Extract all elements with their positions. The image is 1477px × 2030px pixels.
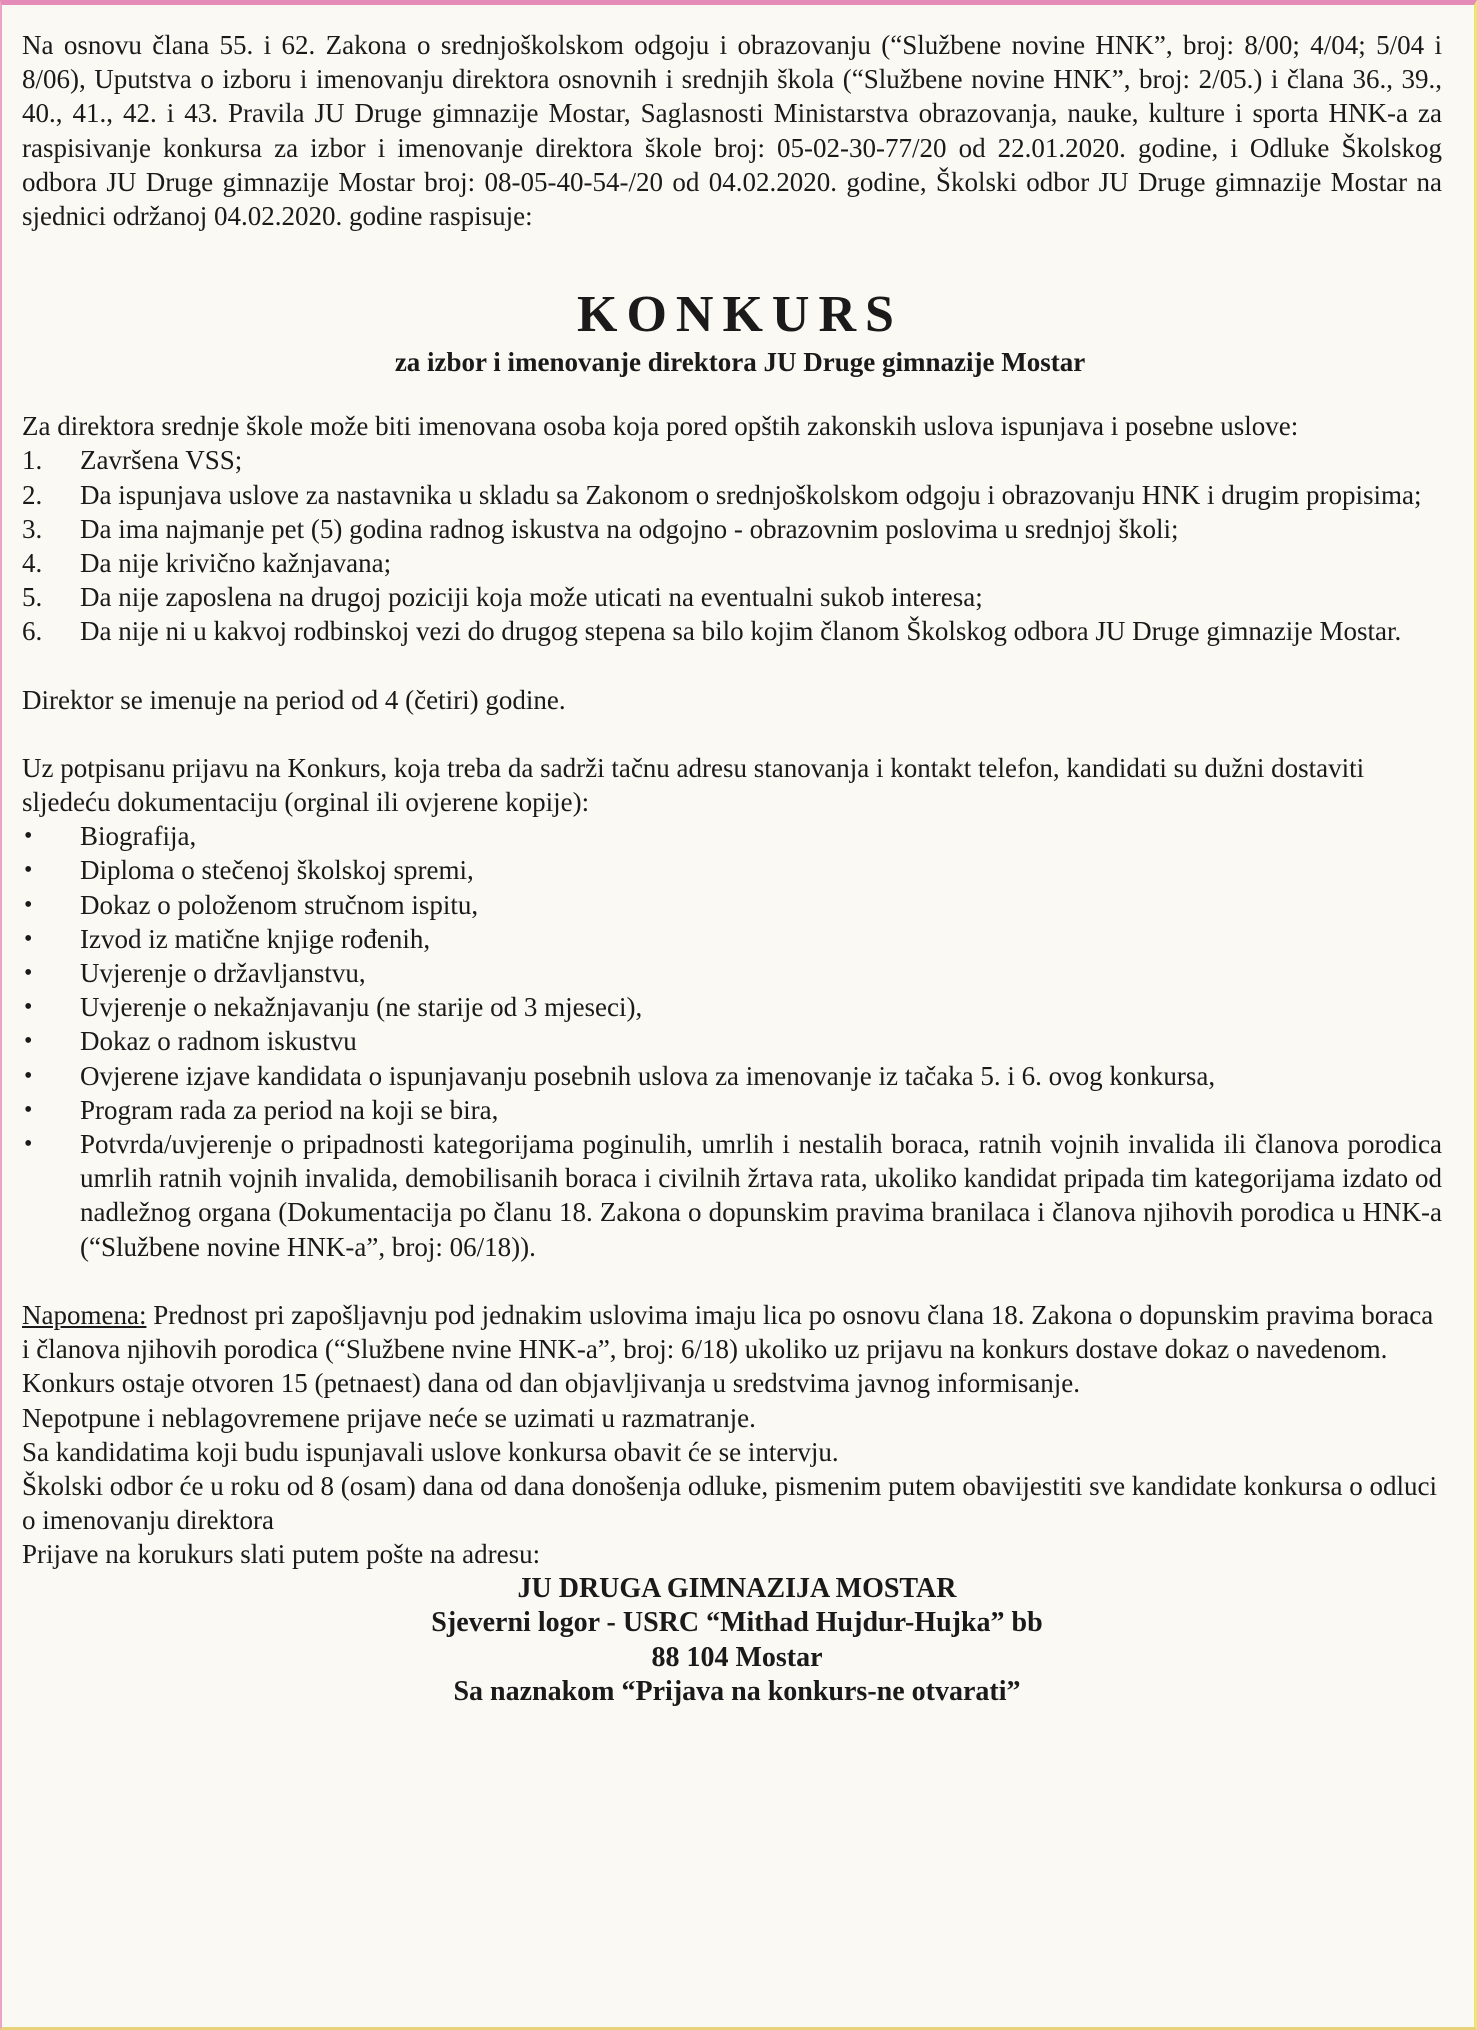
document-text: Program rada za period na koji se bira, bbox=[80, 1094, 499, 1125]
requirement-number: 6. bbox=[22, 616, 43, 647]
document-text: Dokaz o položenom stručnom ispitu, bbox=[80, 889, 479, 920]
requirement-text: Da nije zaposlena na drugoj poziciji koja može uticati na eventualni sukob interesa; bbox=[80, 582, 983, 613]
bullet-icon: • bbox=[24, 1131, 33, 1158]
requirement-text: Da nije ni u kakvoj rodbinskoj vezi do drugog stepena sa bilo kojim članom Školskog odbora JU Druge gimnazije Mostar. bbox=[80, 616, 1402, 647]
document-text: Uvjerenje o nekažnjavanju (ne starije od 3 mjeseci), bbox=[80, 992, 643, 1023]
document-subtitle: za izbor i imenovanje direktora JU Druge gimnazije Mostar bbox=[394, 347, 1086, 378]
requirement-number: 5. bbox=[22, 582, 43, 613]
bullet-icon: • bbox=[24, 1096, 33, 1123]
bullet-icon: • bbox=[24, 1028, 33, 1055]
document-text: Dokaz o radnom iskustvu bbox=[80, 1026, 357, 1057]
requirement-text: Da ispunjava uslove za nastavnika u skladu sa Zakonom o srednjoškolskom odgoju i obrazovanju HNK i drugim propisima; bbox=[80, 479, 1422, 510]
document-page bbox=[22, 28, 1442, 1710]
info-line: Sa kandidatima koji budu ispunjavali uslove konkursa obavit će se intervju. bbox=[22, 1436, 839, 1467]
mailing-address bbox=[32, 1572, 1442, 1710]
document-item bbox=[22, 1059, 1442, 1093]
requirement-item bbox=[22, 478, 1442, 512]
requirements-list bbox=[22, 443, 1442, 648]
address-city: 88 104 Mostar bbox=[651, 1641, 823, 1673]
requirement-text: Da ima najmanje pet (5) godina radnog iskustva na odgojno - obrazovnim poslovima u srednjoj školi; bbox=[80, 513, 1179, 544]
address-institution: JU DRUGA GIMNAZIJA MOSTAR bbox=[517, 1572, 957, 1604]
document-text: Potvrda/uvjerenje o pripadnosti kategorijama poginulih, umrlih i nestalih boraca, ratnih vojnih invalida ili članova porodica umrlih ratnih vojnih invalida, demobilisanih boraca i civilnih žrtava rata, ukoliko kandidat pripada tim kategorijama izdato od nadležnog organa (Dokumentacija po članu 18. Zakona o dopunskim pravima branilaca i članova njihovih porodica u HNK-a (“Službene novine HNK-a”, broj: 06/18)). bbox=[80, 1129, 1442, 1262]
bullet-icon: • bbox=[24, 925, 33, 952]
bullet-icon: • bbox=[24, 994, 33, 1021]
document-item bbox=[22, 1127, 1442, 1264]
document-text: Diploma o stečenoj školskoj spremi, bbox=[80, 855, 474, 886]
document-item bbox=[22, 819, 1442, 853]
document-text: Ovjerene izjave kandidata o ispunjavanju posebnih uslova za imenovanje iz tačaka 5. i 6. ovog konkursa, bbox=[80, 1060, 1216, 1091]
requirement-number: 1. bbox=[22, 445, 43, 476]
bullet-icon: • bbox=[24, 1062, 33, 1089]
document-item bbox=[22, 956, 1442, 990]
mandate-term: Direktor se imenuje na period od 4 (četiri) godine. bbox=[22, 684, 566, 715]
requirement-item bbox=[22, 443, 1442, 477]
document-item bbox=[22, 1024, 1442, 1058]
documents-list bbox=[22, 819, 1442, 1264]
note-text: Prednost pri zapošljavnju pod jednakim uslovima imaju lica po osnovu člana 18. Zakona o dopunskim pravima boraca i članova njihovih porodica (“Službene nvine HNK-a”, broj: 6/18) ukoliko uz prijavu na konkurs dostave dokaz o navedenom. bbox=[22, 1299, 1434, 1365]
document-item bbox=[22, 888, 1442, 922]
info-line: Konkurs ostaje otvoren 15 (petnaest) dana od dan objavljivanja u sredstvima javnog informisanje. bbox=[22, 1368, 1080, 1399]
intro-paragraph: Na osnovu člana 55. i 62. Zakona o srednjoškolskom odgoju i obrazovanju (“Službene novine HNK”, broj: 8/00; 4/04; 5/04 i 8/06), Uputstva o izboru i imenovanju direktora osnovnih i srednjih škola (“Službene novine HNK”, broj: 2/05.) i člana 36., 39., 40., 41., 42. i 43. Pravila JU Druge gimnazije Mostar, Saglasnosti Ministarstva obrazovanja, nauke, kulture i sporta HNK-a za raspisivanje konkursa za izbor i imenovanje direktora škole broj: 05-02-30-77/20 od 22.01.2020. godine, i Odluke Školskog odbora JU Druge gimnazije Mostar broj: 08-05-40-54-/20 od 04.02.2020. godine, Školski odbor JU Druge gimnazije Mostar na sjednici održanoj 04.02.2020. godine raspisuje: bbox=[22, 30, 1442, 232]
info-line: Nepotpune i neblagovremene prijave neće se uzimati u razmatranje. bbox=[22, 1402, 756, 1433]
requirement-item bbox=[22, 512, 1442, 546]
bullet-icon: • bbox=[24, 857, 33, 884]
document-title: KONKURS bbox=[577, 286, 903, 344]
info-line: Prijave na korukurs slati putem pošte na adresu: bbox=[22, 1539, 541, 1570]
document-item bbox=[22, 1093, 1442, 1127]
note-label: Napomena: bbox=[22, 1299, 147, 1330]
address-street: Sjeverni logor - USRC “Mithad Hujdur-Hujka” bb bbox=[431, 1607, 1043, 1639]
requirement-text: Završena VSS; bbox=[80, 445, 243, 476]
document-item bbox=[22, 990, 1442, 1024]
documents-intro: Uz potpisanu prijavu na Konkurs, koja treba da sadrži tačnu adresu stanovanja i kontakt telefon, kandidati su dužni dostaviti sljedeću dokumentaciju (orginal ili ovjerene kopije): bbox=[22, 752, 1365, 818]
document-text: Biografija, bbox=[80, 821, 197, 852]
requirement-item bbox=[22, 546, 1442, 580]
requirement-item bbox=[22, 614, 1442, 648]
requirement-number: 2. bbox=[22, 479, 43, 510]
address-envelope-note: Sa naznakom “Prijava na konkurs-ne otvarati” bbox=[453, 1676, 1021, 1708]
info-line: Školski odbor će u roku od 8 (osam) dana od dana donošenja odluke, pismenim putem obavijestiti sve kandidate konkursa o odluci o imenovanju direktora bbox=[22, 1470, 1437, 1536]
requirements-intro: Za direktora srednje škole može biti imenovana osoba koja pored opštih zakonskih uslova ispunjava i posebne uslove: bbox=[22, 411, 1299, 442]
bullet-icon: • bbox=[24, 891, 33, 918]
requirement-item bbox=[22, 580, 1442, 614]
note-paragraph bbox=[22, 1298, 1442, 1366]
document-item bbox=[22, 853, 1442, 887]
document-item bbox=[22, 922, 1442, 956]
bullet-icon: • bbox=[24, 960, 33, 987]
requirement-number: 4. bbox=[22, 548, 43, 579]
bullet-icon: • bbox=[24, 823, 33, 850]
requirement-text: Da nije krivično kažnjavana; bbox=[80, 548, 392, 579]
requirement-number: 3. bbox=[22, 513, 43, 544]
document-text: Uvjerenje o državljanstvu, bbox=[80, 958, 366, 989]
document-text: Izvod iz matične knjige rođenih, bbox=[80, 923, 431, 954]
